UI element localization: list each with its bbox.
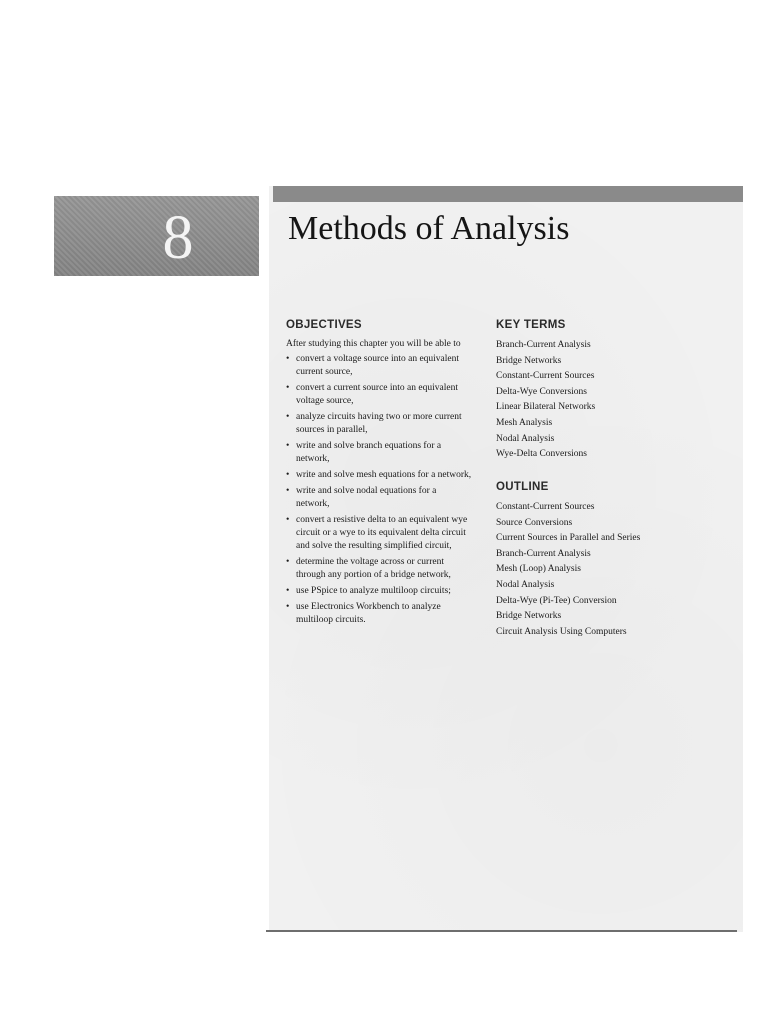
key-term-item: Mesh Analysis [496,417,553,428]
bullet-icon: • [286,412,290,422]
key-terms-list [496,338,696,463]
objectives-heading: OBJECTIVES [286,319,362,331]
objective-text: convert a voltage source into an equivalent current source, [296,354,460,377]
objective-text: use Electronics Workbench to analyze multiloop circuits. [296,602,441,625]
key-terms-heading: KEY TERMS [496,319,566,331]
objective-text: write and solve branch equations for a network, [296,441,442,464]
objective-item [286,485,472,511]
chapter-number: 8 [162,204,194,272]
key-term-item: Branch-Current Analysis [496,340,591,350]
key-term-item: Delta-Wye Conversions [496,386,587,397]
objective-item [286,585,472,598]
bullet-icon: • [286,441,290,451]
bottom-rule [266,930,737,932]
key-term-item: Constant-Current Sources [496,371,595,382]
key-term-item: Linear Bilateral Networks [496,402,596,413]
objective-item [286,411,472,437]
outline-item: Branch-Current Analysis [496,548,591,559]
bullet-icon: • [286,602,290,612]
objective-text: write and solve mesh equations for a network, [296,470,472,480]
outline-list [496,500,696,640]
panel-top-bar [273,186,743,202]
outline-item: Current Sources in Parallel and Series [496,533,641,544]
outline-heading: OUTLINE [496,481,549,493]
outline-item: Nodal Analysis [496,579,555,590]
bullet-icon: • [286,586,290,596]
objective-item [286,353,472,379]
outline-item: Source Conversions [496,517,573,528]
bullet-icon: • [286,557,290,567]
outline-item: Constant-Current Sources [496,502,595,512]
objective-item [286,469,472,482]
outline-item: Circuit Analysis Using Computers [496,626,627,637]
bullet-icon: • [286,515,290,525]
bullet-icon: • [286,354,290,364]
outline-item: Delta-Wye (Pi-Tee) Conversion [496,595,617,606]
objectives-list [286,353,472,627]
objective-text: analyze circuits having two or more current sources in parallel, [296,412,462,435]
key-term-item: Nodal Analysis [496,433,555,444]
outline-section [496,481,696,640]
objective-text: determine the voltage across or current through any portion of a bridge network, [296,557,451,580]
objective-text: convert a current source into an equivalent voltage source, [296,383,458,406]
objective-text: use PSpice to analyze multiloop circuits; [296,586,451,596]
objectives-section [286,319,472,630]
objective-text: convert a resistive delta to an equivalent wye circuit or a wye to its equivalent delta circuit and solve the resulting simplified circuit, [296,515,468,551]
objective-item [286,601,472,627]
outline-item: Bridge Networks [496,611,562,622]
objective-item [286,556,472,582]
objectives-intro: After studying this chapter you will be able to [286,339,461,349]
key-term-item: Bridge Networks [496,355,562,366]
key-terms-section [496,319,696,463]
bullet-icon: • [286,486,290,496]
chapter-title: Methods of Analysis [288,210,570,247]
objective-item [286,382,472,408]
objective-item [286,514,472,553]
objective-text: write and solve nodal equations for a network, [296,486,437,509]
key-term-item: Wye-Delta Conversions [496,449,587,460]
outline-item: Mesh (Loop) Analysis [496,564,581,575]
bullet-icon: • [286,383,290,393]
objective-item [286,440,472,466]
bullet-icon: • [286,470,290,480]
